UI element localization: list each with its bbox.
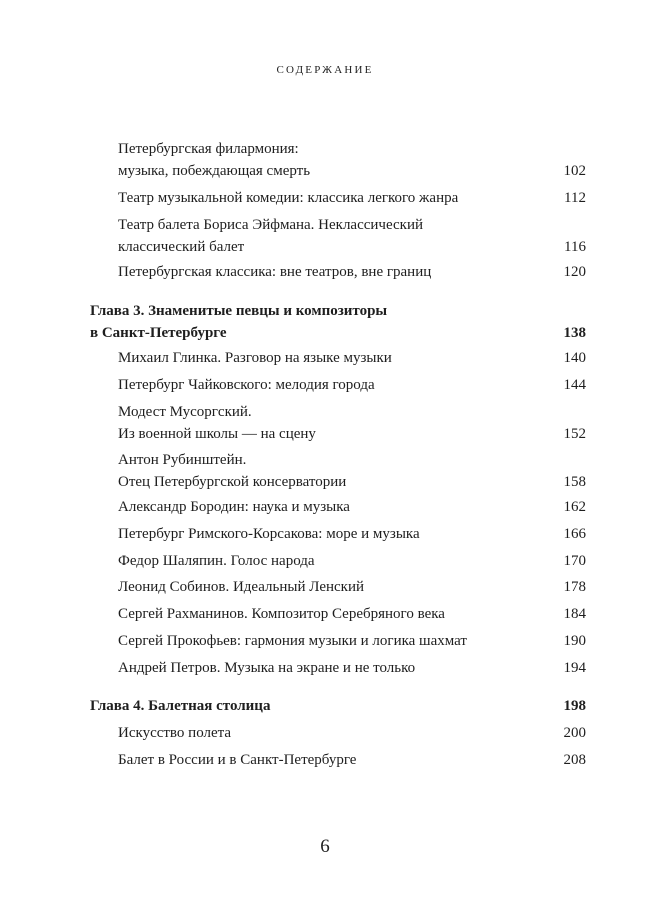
toc-page-number: 184	[563, 606, 586, 622]
toc-entry-title: Петербургская филармония:	[118, 141, 299, 157]
toc-page-number: 178	[563, 579, 586, 595]
toc-entry-title: Театр музыкальной комедии: классика легкого жанра	[118, 190, 459, 206]
toc-chapter-title: Глава 3. Знаменитые певцы и композиторы	[90, 303, 388, 319]
toc-page-number: 116	[564, 239, 586, 255]
toc-entry	[118, 657, 586, 679]
toc-page-number: 144	[563, 377, 586, 393]
toc-entry-title: музыка, побеждающая смерть	[118, 163, 311, 179]
toc-entry	[118, 523, 586, 545]
toc-entry-title: Модест Мусоргский.	[118, 404, 252, 420]
toc-page-number: 138	[563, 325, 586, 341]
toc-entry	[118, 576, 586, 598]
toc-entry	[118, 138, 586, 182]
toc-page-number: 120	[563, 264, 586, 280]
toc-entry	[118, 401, 586, 445]
toc-chapter-heading	[90, 695, 586, 717]
toc-page-number: 140	[563, 350, 586, 366]
toc-entry-title: Петербургская классика: вне театров, вне границ	[118, 264, 432, 280]
toc-entry-title: Андрей Петров. Музыка на экране и не только	[118, 660, 416, 676]
toc-entry	[118, 187, 586, 209]
toc-entry-title: Федор Шаляпин. Голос народа	[118, 553, 315, 569]
running-head: СОДЕРЖАНИЕ	[276, 64, 374, 76]
page-number: 6	[320, 836, 330, 857]
toc-page-number: 102	[563, 163, 586, 179]
toc-entry	[118, 722, 586, 744]
toc-page-number: 170	[563, 553, 586, 569]
toc-page-number: 112	[564, 190, 586, 206]
toc-entry-title: Антон Рубинштейн.	[118, 452, 247, 468]
toc-page-number: 162	[563, 499, 586, 515]
toc-page-number: 198	[563, 698, 586, 714]
toc-entry-title: Отец Петербургской консерватории	[118, 474, 347, 490]
toc-entry-title: Сергей Рахманинов. Композитор Серебряного века	[118, 606, 445, 622]
toc-entry	[118, 550, 586, 572]
toc-entry	[118, 496, 586, 518]
toc-entry	[118, 749, 586, 771]
toc-entry	[118, 374, 586, 396]
toc-entry-title: Балет в России и в Санкт-Петербурге	[118, 752, 357, 768]
toc-page-number: 158	[563, 474, 586, 490]
toc-entry-title: Петербург Римского-Корсакова: море и музыка	[118, 526, 420, 542]
toc-page-number: 152	[563, 426, 586, 442]
toc-entry-title: Александр Бородин: наука и музыка	[118, 499, 350, 515]
toc-entry-title: Леонид Собинов. Идеальный Ленский	[118, 579, 364, 595]
toc-entry	[118, 603, 586, 625]
toc-entry	[118, 347, 586, 369]
toc-entry	[118, 630, 586, 652]
toc-entry	[118, 214, 586, 258]
toc-page-number: 194	[563, 660, 586, 676]
toc-chapter-heading	[90, 300, 586, 344]
toc-entry-title: Театр балета Бориса Эйфмана. Неклассический	[118, 217, 424, 233]
toc-entry-title: классический балет	[118, 239, 245, 255]
toc-chapter-title: Глава 4. Балетная столица	[90, 698, 271, 714]
toc-entry-title: Петербург Чайковского: мелодия города	[118, 377, 375, 393]
toc-page-number: 200	[563, 725, 586, 741]
toc-entry-title: Михаил Глинка. Разговор на языке музыки	[118, 350, 392, 366]
toc-entry-title: Искусство полета	[118, 725, 232, 741]
toc-page-number: 166	[563, 526, 586, 542]
toc-page-number: 190	[563, 633, 586, 649]
toc-entry	[118, 261, 586, 283]
toc-entry	[118, 449, 586, 493]
toc-entry-title: Из военной школы — на сцену	[118, 426, 316, 442]
toc-entry-title: Сергей Прокофьев: гармония музыки и логика шахмат	[118, 633, 467, 649]
toc-page-number: 208	[563, 752, 586, 768]
toc-chapter-title: в Санкт-Петербурге	[90, 325, 227, 341]
